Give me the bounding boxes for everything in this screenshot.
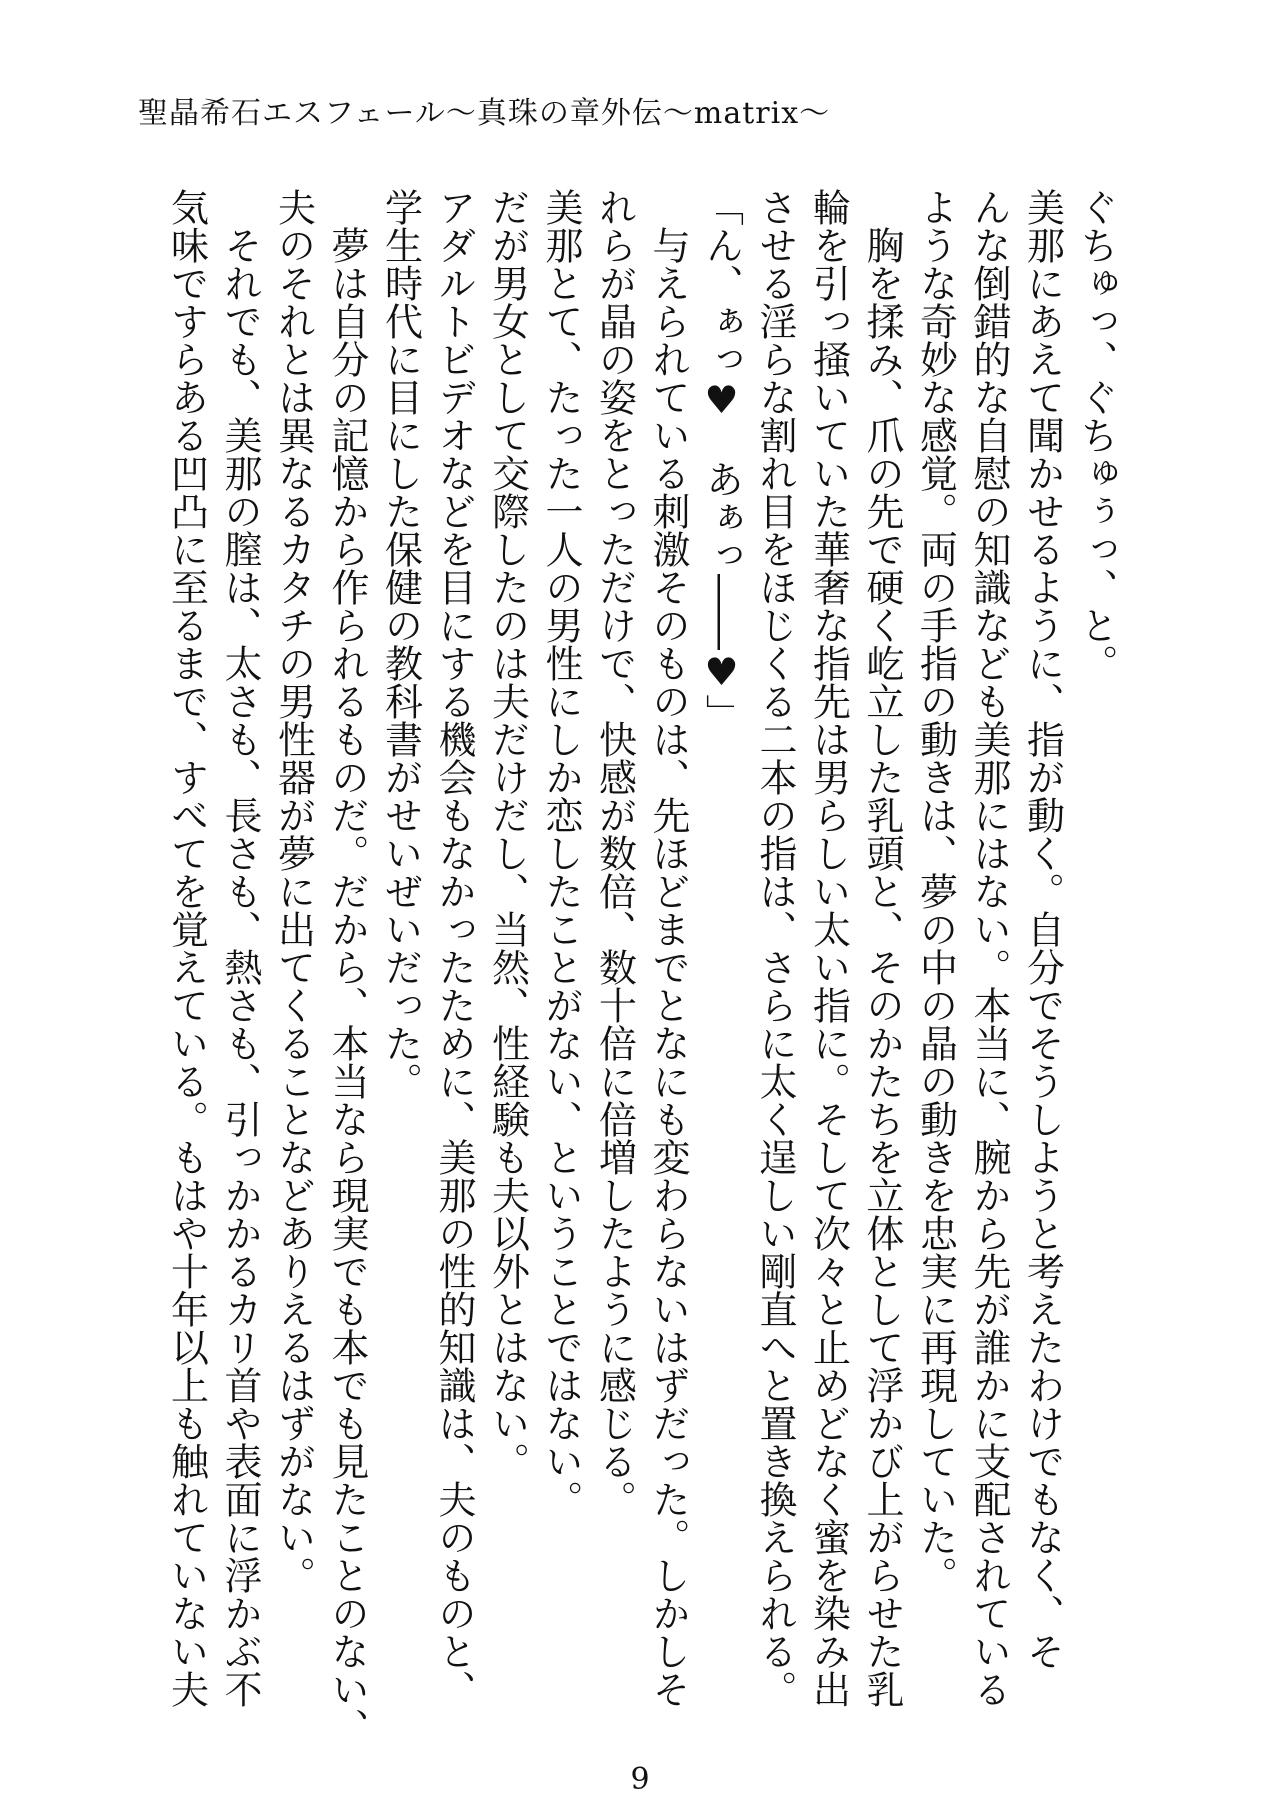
text-line: 学生時代に目にした保健の教科書がせいぜいだった。 [378, 188, 423, 1100]
text-line: 輪を引っ掻いていた華奢な指先は男らしい太い指に。そして次々と止めどなく蜜を染み出 [806, 188, 851, 1708]
text-line: 夫のそれとは異なるカタチの男性器が夢に出てくることなどありえるはずがない。 [271, 188, 316, 1594]
text-line: 夢は自分の記憶から作られるものだ。だから、本当なら現実でも本でも見たことのない、 [325, 188, 369, 1746]
text-line: 与えられている刺激そのものは、先ほどまでとなにも変わらないはずだった。しかしそ [646, 188, 690, 1708]
text-line: だが男女として交際したのは夫だけだし、当然、性経験も夫以外とはない。 [485, 188, 530, 1480]
text-line: 気味ですらある凹凸に至るまで、すべてを覚えている。もはや十年以上も触れていない夫 [164, 188, 209, 1708]
text-line: 美那にあえて聞かせるように、指が動く。自分でそうしようと考えたわけでもなく、そ [1020, 188, 1065, 1670]
text-line: アダルトビデオなどを目にする機会もなかったために、美那の性的知識は、夫のものと、 [432, 188, 476, 1708]
text-line: れらが晶の姿をとっただけで、快感が数倍、数十倍に倍増したように感じる。 [592, 188, 637, 1518]
running-header: 聖晶希石エスフェール～真珠の章外伝～matrix～ [138, 96, 831, 131]
text-line: ぐちゅっ、ぐちゅぅっ、と。 [1074, 188, 1118, 682]
text-line: それでも、美那の膣は、太さも、長さも、熱さも、引っかかるカリ首や表面に浮かぶ不 [218, 188, 262, 1708]
text-line: させる淫らな割れ目をほじくる二本の指は、さらに太く逞しい剛直へと置き換えられる。 [753, 188, 797, 1708]
text-line: 「ん、ぁっ♥ あぁっ――♥」 [699, 188, 744, 732]
page-number: 9 [630, 1762, 650, 1797]
text-line: んな倒錯的な自慰の知識なども美那にはない。本当に、腕から先が誰かに支配されている [967, 188, 1011, 1708]
vertical-body-text [158, 188, 1122, 1746]
text-line: 美那とて、たった一人の男性にしか恋したことがない、ということではない。 [539, 188, 583, 1518]
text-line: ような奇妙な感覚。両の手指の動きは、夢の中の晶の動きを忠実に再現していた。 [913, 188, 958, 1594]
text-line: 胸を揉み、爪の先で硬く屹立した乳頭と、そのかたちを立体として浮かび上がらせた乳 [860, 188, 904, 1708]
